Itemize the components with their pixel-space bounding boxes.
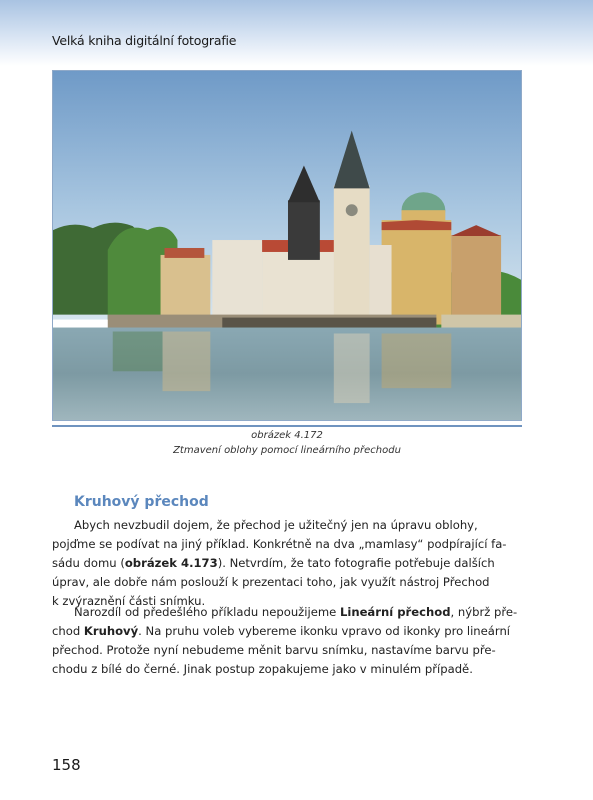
paragraph-2-line-2 [52,622,522,641]
section-heading: Kruhový přechod [74,494,209,510]
text-run: chod [52,624,84,638]
text-run: . Na pruhu voleb vybereme ikonku vpravo od ikonky pro lineární [138,624,511,638]
figure-caption: Ztmavení oblohy pomocí lineárního přechodu [173,445,401,456]
paragraph-2-line-3: přechod. Protože nyní nebudeme měnit barvu snímku, nastavíme barvu pře- [52,643,496,657]
paragraph-1-line-4: úprav, ale dobře nám poslouží k prezentaci toho, jak využít nástroj Přechod [52,575,490,589]
term-linear-gradient: Lineární přechod [339,605,451,619]
page-number: 158 [52,756,81,774]
figure-reference: obrázek 4.173 [124,556,218,570]
paragraph-1-line-1: Abych nevzbudil dojem, že přechod je užitečný jen na úpravu oblohy, [74,518,478,532]
paragraph-2-line-1 [52,603,522,622]
book-title: Velká kniha digitální fotografie [52,33,237,48]
figure-number: obrázek 4.172 [251,430,323,441]
paragraph-1-line-5: k zvýraznění části snímku. [52,594,206,608]
figure-photo-prague [52,70,522,421]
text-run: ). Netvrdím, že tato fotografie potřebuje dalších [217,556,495,570]
text-run: , nýbrž pře- [450,605,518,619]
paragraph-1-line-2: pojďme se podívat na jiný příklad. Konkrétně na dva „mamlasy“ podpírající fa- [52,537,507,551]
paragraph-1 [52,516,522,611]
paragraph-1-line-3 [52,554,522,573]
figure-rule [52,425,522,427]
paragraph-2-line-4: chodu z bílé do černé. Jinak postup zopakujeme jako v minulém případě. [52,662,473,676]
text-run: Narozdíl od předešlého příkladu nepoužijeme [74,605,340,619]
paragraph-2 [52,603,522,679]
text-run: sádu domu ( [52,556,125,570]
photo-illustration [53,71,521,420]
term-radial-gradient: Kruhový [83,624,139,638]
